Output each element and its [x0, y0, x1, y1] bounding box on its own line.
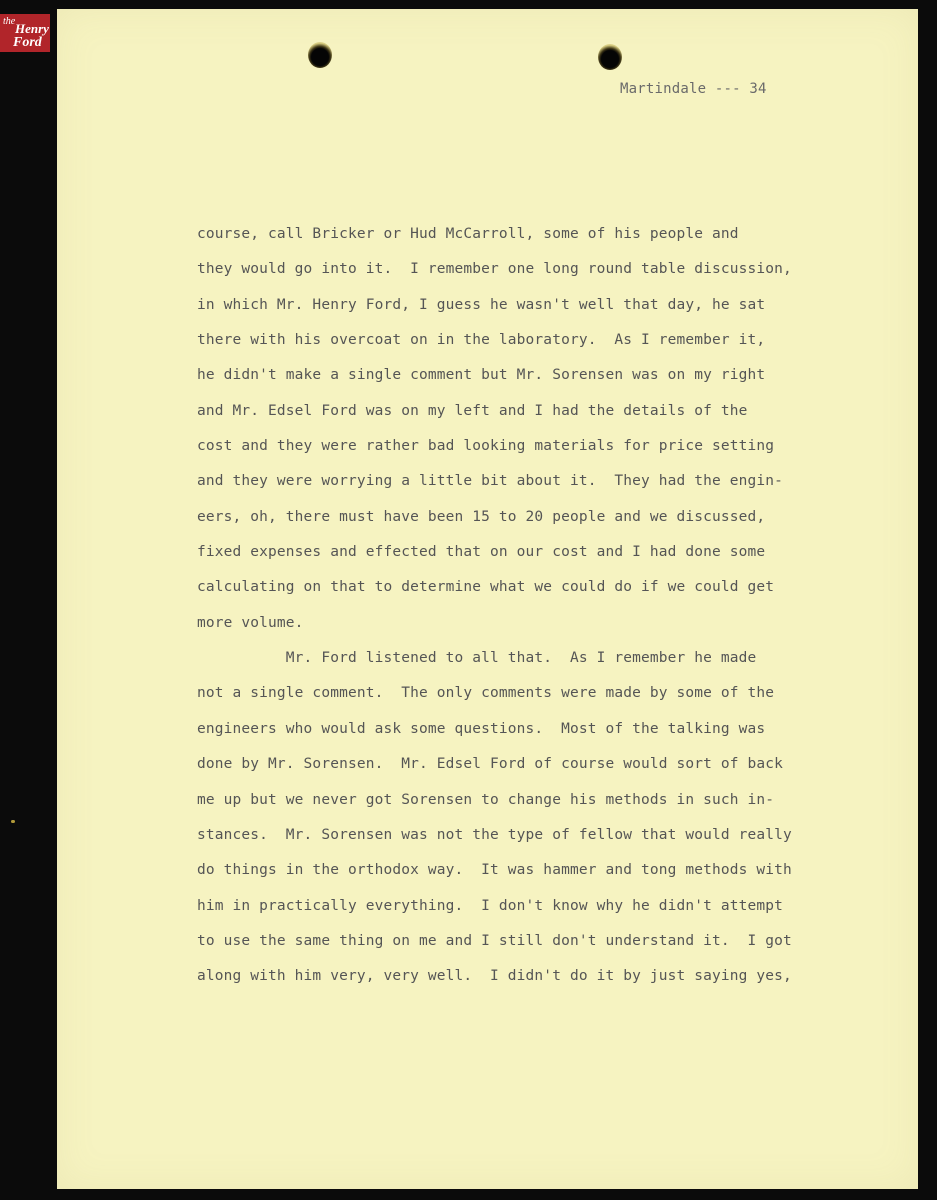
text-line: eers, oh, there must have been 15 to 20 people and we discussed, [197, 508, 766, 525]
text-line: me up but we never got Sorensen to change his methods in such in- [197, 791, 775, 808]
punch-hole-right [598, 44, 622, 70]
text-line: do things in the orthodox way. It was hammer and tong methods with [197, 862, 792, 879]
logo-text-henry: Henry [15, 21, 49, 36]
punch-hole-left [308, 42, 332, 68]
text-line: course, call Bricker or Hud McCarroll, some of his people and [197, 226, 739, 242]
text-line: they would go into it. I remember one long round table discussion, [197, 261, 792, 278]
typed-page [57, 9, 918, 1189]
text-line: in which Mr. Henry Ford, I guess he wasn't well that day, he sat [197, 296, 766, 313]
text-line: he didn't make a single comment but Mr. Sorensen was on my right [197, 367, 766, 384]
text-line: to use the same thing on me and I still don't understand it. I got [197, 932, 792, 949]
text-line: done by Mr. Sorensen. Mr. Edsel Ford of course would sort of back [197, 756, 784, 773]
text-line: calculating on that to determine what we could do if we could get [197, 579, 775, 596]
henry-ford-logo [0, 14, 50, 52]
text-line: and they were worrying a little bit about it. They had the engin- [197, 473, 784, 490]
text-line: there with his overcoat on in the laboratory. As I remember it, [197, 332, 766, 349]
text-line: Mr. Ford listened to all that. As I remember he made [197, 650, 757, 667]
text-line: stances. Mr. Sorensen was not the type of fellow that would really [197, 826, 792, 843]
transcript-body [197, 219, 817, 997]
text-line: along with him very, very well. I didn't do it by just saying yes, [197, 968, 792, 985]
text-line: fixed expenses and effected that on our cost and I had done some [197, 544, 766, 561]
logo-text-the: the [3, 16, 16, 27]
text-line: engineers who would ask some questions. Most of the talking was [197, 720, 766, 737]
logo-text-ford: Ford [13, 35, 42, 50]
text-line: not a single comment. The only comments were made by some of the [197, 685, 775, 702]
text-line: him in practically everything. I don't know why he didn't attempt [197, 897, 784, 914]
text-line: cost and they were rather bad looking materials for price setting [197, 438, 775, 455]
page-header: Martindale --- 34 [620, 81, 767, 97]
text-line: and Mr. Edsel Ford was on my left and I had the details of the [197, 402, 748, 419]
text-line: more volume. [197, 614, 304, 631]
stray-mark [11, 820, 15, 823]
